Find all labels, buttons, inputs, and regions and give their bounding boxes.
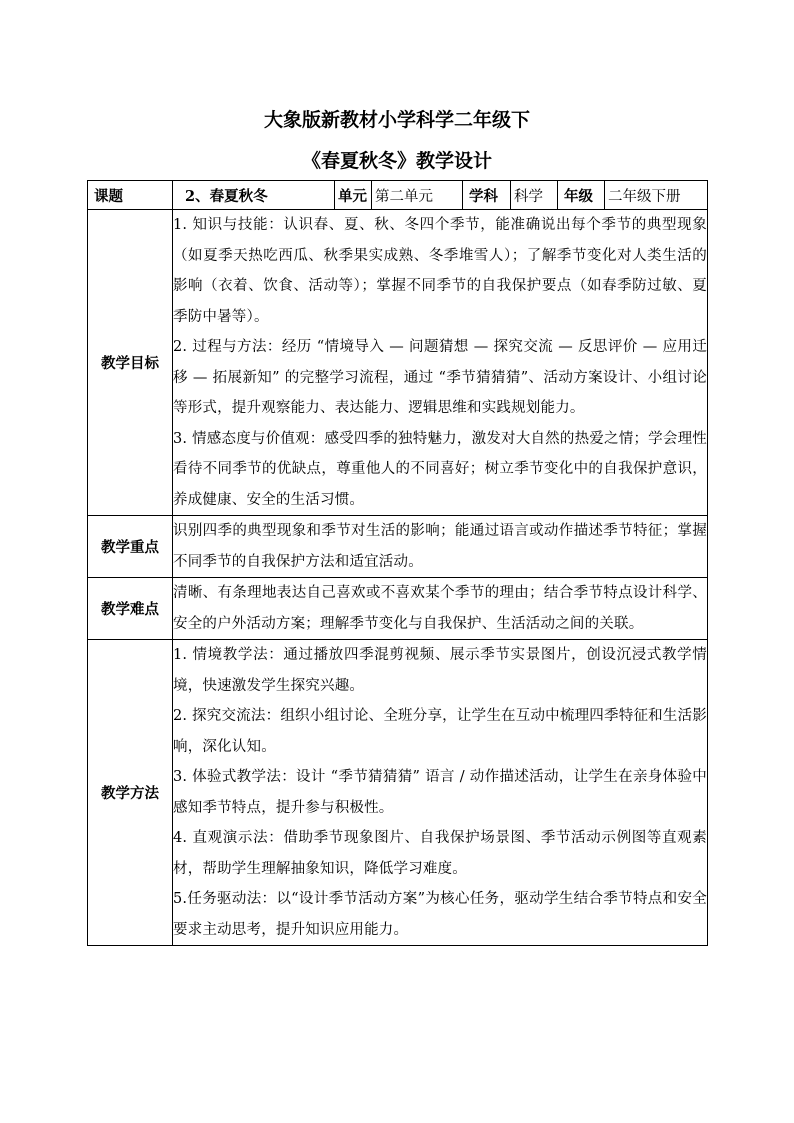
objective-paragraph: 2. 过程与方法：经历 “情境导入 — 问题猜想 — 探究交流 — 反思评价 — 应用迁移 — 拓展新知” 的完整学习流程，通过 “季节猜猜猜”、活动方案设计、小组讨论等形式，提升观察能力、表达能力、逻辑思维和实践规划能力。 <box>173 339 707 416</box>
key-points-label: 教学重点 <box>88 516 173 578</box>
document-subtitle: 《春夏秋冬》教学设计 <box>301 150 492 172</box>
key-points-paragraph: 识别四季的典型现象和季节对生活的影响；能通过语言或动作描述季节特征；掌握不同季节的自我保护方法和适宜活动。 <box>173 523 707 570</box>
header-row <box>88 181 708 210</box>
methods-content <box>173 640 708 946</box>
unit-value: 第二单元 <box>372 181 463 210</box>
methods-row <box>88 640 708 946</box>
method-paragraph: 3. 体验式教学法：设计 “季节猜猜猜” 语言 / 动作描述活动，让学生在亲身体验中感知季节特点，提升参与积极性。 <box>173 769 707 816</box>
topic-label: 课题 <box>88 181 173 210</box>
subject-value: 科学 <box>511 181 558 210</box>
method-paragraph: 1. 情境教学法：通过播放四季混剪视频、展示季节实景图片，创设沉浸式教学情境，快速激发学生探究兴趣。 <box>173 647 707 694</box>
key-points-content <box>173 516 708 578</box>
difficulties-label: 教学难点 <box>88 578 173 640</box>
objectives-label: 教学目标 <box>88 210 173 516</box>
grade-label: 年级 <box>558 181 605 210</box>
objectives-row <box>88 210 708 516</box>
difficulties-paragraph: 清晰、有条理地表达自己喜欢或不喜欢某个季节的理由；结合季节特点设计科学、安全的户外活动方案；理解季节变化与自我保护、生活活动之间的关联。 <box>173 585 707 632</box>
subject-label: 学科 <box>463 181 511 210</box>
difficulties-row <box>88 578 708 640</box>
topic-value: 2、春夏秋冬 <box>173 181 335 210</box>
lesson-plan-table <box>87 180 708 946</box>
document-title: 大象版新教材小学科学二年级下 <box>263 109 530 131</box>
method-paragraph: 4. 直观演示法：借助季节现象图片、自我保护场景图、季节活动示例图等直观素材，帮助学生理解抽象知识，降低学习难度。 <box>173 830 707 877</box>
difficulties-content <box>173 578 708 640</box>
objective-paragraph: 1. 知识与技能：认识春、夏、秋、冬四个季节，能准确说出每个季节的典型现象（如夏季天热吃西瓜、秋季果实成熟、冬季堆雪人）；了解季节变化对人类生活的影响（衣着、饮食、活动等）；掌握不同季节的自我保护要点（如春季防过敏、夏季防中暑等）。 <box>173 217 707 325</box>
unit-label: 单元 <box>335 181 372 210</box>
method-paragraph: 2. 探究交流法：组织小组讨论、全班分享，让学生在互动中梳理四季特征和生活影响，深化认知。 <box>173 708 707 755</box>
objective-paragraph: 3. 情感态度与价值观：感受四季的独特魅力，激发对大自然的热爱之情；学会理性看待不同季节的优缺点，尊重他人的不同喜好；树立季节变化中的自我保护意识，养成健康、安全的生活习惯。 <box>173 430 707 508</box>
methods-label: 教学方法 <box>88 640 173 946</box>
method-paragraph: 5.任务驱动法：以“设计季节活动方案”为核心任务，驱动学生结合季节特点和安全要求主动思考，提升知识应用能力。 <box>173 891 707 938</box>
grade-value: 二年级下册 <box>605 181 708 210</box>
key-points-row <box>88 516 708 578</box>
objectives-content <box>173 210 708 516</box>
